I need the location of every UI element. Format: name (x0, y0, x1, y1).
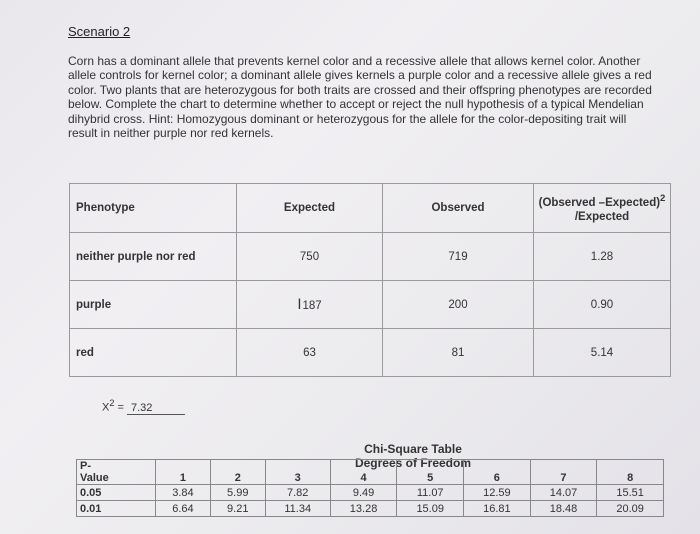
chi-exponent: 2 (109, 398, 115, 408)
critical-value-cell: 13.28 (330, 501, 397, 517)
result-cell[interactable]: 1.28 (534, 233, 671, 281)
formula-line2: /Expected (574, 210, 630, 223)
degrees-of-freedom-label: Degrees of Freedom (354, 456, 472, 470)
worksheet-page (38, 10, 688, 530)
scenario-title: Scenario 2 (68, 24, 131, 39)
result-cell[interactable]: 0.90 (534, 281, 671, 329)
df-header: 8 (597, 460, 664, 485)
phenotype-cell: neither purple nor red (70, 233, 237, 281)
critical-value-cell: 7.82 (265, 485, 330, 501)
result-cell[interactable]: 5.14 (534, 329, 671, 377)
p-label-line2: Value (80, 472, 109, 484)
text-cursor-icon: I (297, 296, 302, 313)
table-header-row (70, 184, 671, 233)
df-header: 6 (464, 460, 531, 485)
phenotype-cell: red (70, 329, 237, 377)
formula-line1: (Observed –Expected) (538, 196, 661, 209)
critical-value-cell: 11.07 (397, 485, 464, 501)
critical-value-cell: 5.99 (210, 485, 265, 501)
critical-value-cell: 12.59 (464, 485, 531, 501)
phenotype-cell: purple (70, 281, 237, 329)
p-value-cell: 0.01 (77, 501, 156, 517)
critical-value-cell: 15.09 (397, 501, 464, 517)
df-header: 4 (330, 460, 397, 485)
critical-value-cell: 14.07 (530, 485, 597, 501)
expected-cell[interactable]: 750 (237, 233, 383, 281)
observed-cell[interactable]: 81 (383, 329, 534, 377)
critical-value-cell: 3.84 (156, 485, 211, 501)
expected-cell[interactable]: 63 (237, 329, 383, 377)
table-row (70, 233, 671, 281)
table-row (70, 329, 671, 377)
critical-value-cell: 11.34 (265, 501, 330, 517)
df-header: 5 (397, 460, 464, 485)
chi-square-result (102, 398, 185, 415)
df-header: 1 (156, 460, 211, 485)
formula-exponent: 2 (660, 193, 666, 205)
df-header: 3 (265, 460, 330, 485)
expected-cell[interactable] (237, 281, 383, 329)
expected-value: 187 (302, 299, 322, 312)
chi-square-table (76, 459, 664, 517)
p-label (77, 460, 156, 485)
p-value-cell: 0.05 (77, 485, 156, 501)
critical-value-cell: 16.81 (464, 501, 531, 517)
critical-value-cell: 9.21 (210, 501, 265, 517)
chi-symbol: X (102, 401, 110, 414)
chi-table-title: Chi-Square Table (364, 442, 462, 456)
critical-value-cell: 18.48 (530, 501, 597, 517)
observed-cell[interactable]: 719 (383, 233, 534, 281)
chi-table-header-row (77, 460, 664, 485)
df-header: 2 (210, 460, 265, 485)
header-phenotype: Phenotype (70, 184, 237, 233)
p-label-line1: P- (80, 460, 91, 472)
header-formula (534, 184, 671, 233)
header-expected: Expected (237, 184, 383, 233)
observed-cell[interactable]: 200 (383, 281, 534, 329)
critical-value-cell: 6.64 (156, 501, 211, 517)
critical-value-cell: 15.51 (597, 485, 664, 501)
chi-equals: = (117, 401, 124, 414)
chi-table-row (77, 485, 664, 501)
critical-value-cell: 9.49 (330, 485, 397, 501)
table-row (70, 281, 671, 329)
critical-value-cell: 20.09 (597, 501, 664, 517)
chi-value-field[interactable]: 7.32 (127, 402, 185, 415)
scenario-paragraph: Corn has a dominant allele that prevents kernel color and a recessive allele that allows kernel color. Another allele controls for kernel color; a dominant allele gives kernels a purple color and a recessive allele gives a red color. Two plants that are heterozygous for both traits are crossed and their offspring phenotypes are recorded below. Complete the chart to determine whether to accept or reject the null hypothesis of a typical Mendelian dihybrid cross. Hint: Homozygous dominant or heterozygous for the allele for the color-depositing trait will result in neither purple nor red kernels. (68, 54, 652, 141)
phenotype-table (69, 183, 671, 377)
df-header: 7 (530, 460, 597, 485)
header-observed: Observed (383, 184, 534, 233)
chi-table-row (77, 501, 664, 517)
